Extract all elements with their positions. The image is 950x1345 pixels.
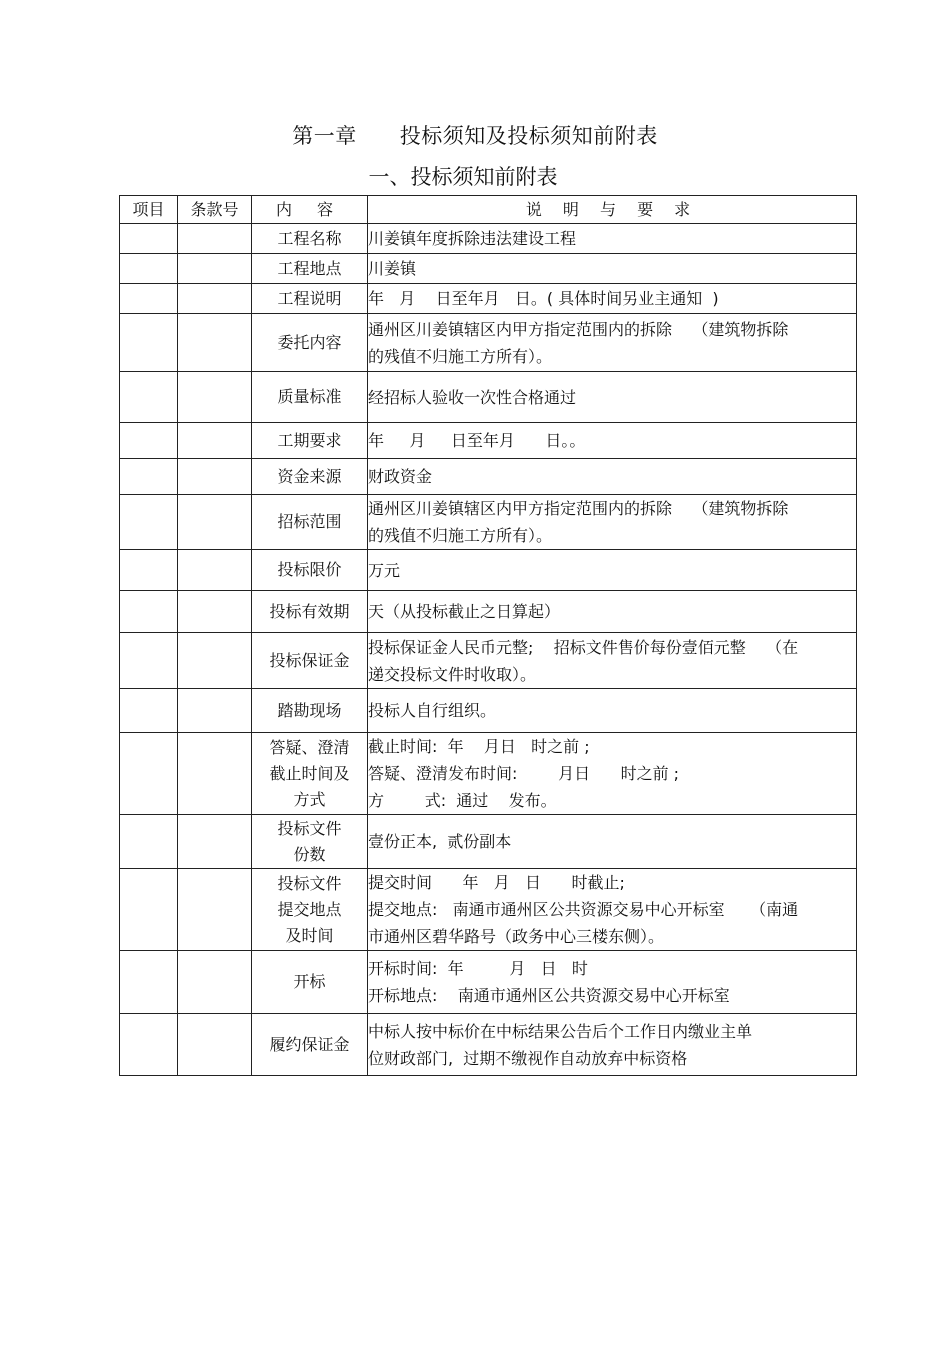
description-line: 位财政部门, 过期不缴视作自动放弃中标资格 [368,1048,688,1068]
chapter-title: 第一章 投标须知及投标须知前附表 [292,124,658,148]
item-cell [120,815,178,869]
clause-cell [178,372,252,423]
description-line: 中标人按中标价在中标结果公告后个工作日内缴业主单 [368,1021,753,1041]
table-row [120,951,857,1014]
bid-instructions-table [119,195,857,1076]
table-row [120,423,857,459]
content-cell: 开标 [252,951,368,1014]
item-cell [120,314,178,372]
content-cell: 招标范围 [252,495,368,550]
description-cell [368,224,857,254]
description-cell [368,591,857,633]
clause-cell [178,495,252,550]
description-line: 年 月 日至年月 日。。 [368,431,586,450]
clause-cell [178,733,252,815]
table-row [120,495,857,550]
item-cell [120,372,178,423]
description-cell [368,733,857,815]
description-cell [368,869,857,951]
item-cell [120,689,178,733]
clause-cell [178,314,252,372]
header-clause: 条款号 [178,196,252,224]
description-line: 川姜镇 [368,259,417,278]
item-cell [120,951,178,1014]
content-cell: 投标文件 提交地点 及时间 [252,869,368,951]
description-cell [368,372,857,423]
clause-cell [178,459,252,495]
clause-cell [178,951,252,1014]
content-cell: 工程名称 [252,224,368,254]
clause-cell [178,689,252,733]
table-row [120,733,857,815]
description-cell [368,815,857,869]
table-row [120,550,857,591]
description-line: 提交地点: 南通市通州区公共资源交易中心开标室 （南通 [368,900,799,919]
description-cell [368,423,857,459]
table-row [120,284,857,314]
content-cell: 答疑、澄清 截止时间及 方式 [252,733,368,815]
table-row [120,224,857,254]
description-cell [368,951,857,1014]
description-cell [368,633,857,689]
header-description: 说 明 与 要 求 [368,196,857,224]
description-cell [368,459,857,495]
table-row [120,314,857,372]
clause-cell [178,633,252,689]
clause-cell [178,550,252,591]
content-cell: 投标文件 份数 [252,815,368,869]
item-cell [120,423,178,459]
description-line: 天（从投标截止之日算起） [368,602,561,621]
item-cell [120,224,178,254]
description-line: 截止时间: 年 月日 时之前 ; [368,737,590,756]
table-row [120,815,857,869]
table-body [120,224,857,1076]
description-cell [368,1014,857,1076]
content-cell: 资金来源 [252,459,368,495]
clause-cell [178,423,252,459]
item-cell [120,1014,178,1076]
item-cell [120,869,178,951]
table-header-row [120,196,857,224]
content-cell: 投标保证金 [252,633,368,689]
description-line: 提交时间 年 月 日 时截止; [368,873,625,892]
item-cell [120,254,178,284]
header-item: 项目 [120,196,178,224]
description-cell [368,689,857,733]
description-line: 方 式: 通过 发布。 [368,791,557,810]
table-row [120,869,857,951]
description-cell [368,314,857,372]
content-cell: 工期要求 [252,423,368,459]
clause-cell [178,224,252,254]
description-line: 通州区川姜镇辖区内甲方指定范围内的拆除 （建筑物拆除 [368,319,789,339]
table-row [120,254,857,284]
item-cell [120,459,178,495]
description-line: 开标地点: 南通市通州区公共资源交易中心开标室 [368,986,730,1005]
clause-cell [178,254,252,284]
clause-cell [178,1014,252,1076]
item-cell [120,284,178,314]
clause-cell [178,815,252,869]
description-line: 的残值不归施工方所有）。 [368,346,553,366]
content-cell: 投标有效期 [252,591,368,633]
table-row [120,633,857,689]
clause-cell [178,591,252,633]
content-cell: 质量标准 [252,372,368,423]
description-line: 投标保证金人民币元整; 招标文件售价每份壹佰元整 （在 [368,637,799,657]
item-cell [120,495,178,550]
clause-cell [178,869,252,951]
description-line: 递交投标文件时收取）。 [368,664,537,684]
content-cell: 履约保证金 [252,1014,368,1076]
table-row [120,1014,857,1076]
description-cell [368,284,857,314]
item-cell [120,733,178,815]
table-row [120,372,857,423]
description-cell [368,254,857,284]
content-cell: 踏勘现场 [252,689,368,733]
description-line: 开标时间: 年 月 日 时 [368,959,588,978]
item-cell [120,633,178,689]
content-cell: 委托内容 [252,314,368,372]
description-line: 川姜镇年度拆除违法建设工程 [368,229,577,248]
table-row [120,689,857,733]
description-line: 经招标人验收一次性合格通过 [368,387,577,407]
description-line: 万元 [368,560,401,580]
content-cell: 投标限价 [252,550,368,591]
description-line: 年 月 日至年月 日。( 具体时间另业主通知 ) [368,289,719,308]
description-line: 的残值不归施工方所有）。 [368,526,553,545]
content-cell: 工程地点 [252,254,368,284]
content-cell: 工程说明 [252,284,368,314]
description-cell [368,550,857,591]
description-line: 答疑、澄清发布时间: 月日 时之前 ; [368,764,680,783]
description-cell [368,495,857,550]
header-content: 内 容 [252,196,368,224]
description-line: 市通州区碧华路号（政务中心三楼东侧）。 [368,927,665,946]
description-line: 壹份正本, 贰份副本 [368,832,512,851]
item-cell [120,591,178,633]
item-cell [120,550,178,591]
section-title: 一、投标须知前附表 [368,165,558,189]
description-line: 通州区川姜镇辖区内甲方指定范围内的拆除 （建筑物拆除 [368,499,789,518]
table-row [120,459,857,495]
description-line: 财政资金 [368,467,433,486]
clause-cell [178,284,252,314]
table-row [120,591,857,633]
description-line: 投标人自行组织。 [368,701,497,720]
